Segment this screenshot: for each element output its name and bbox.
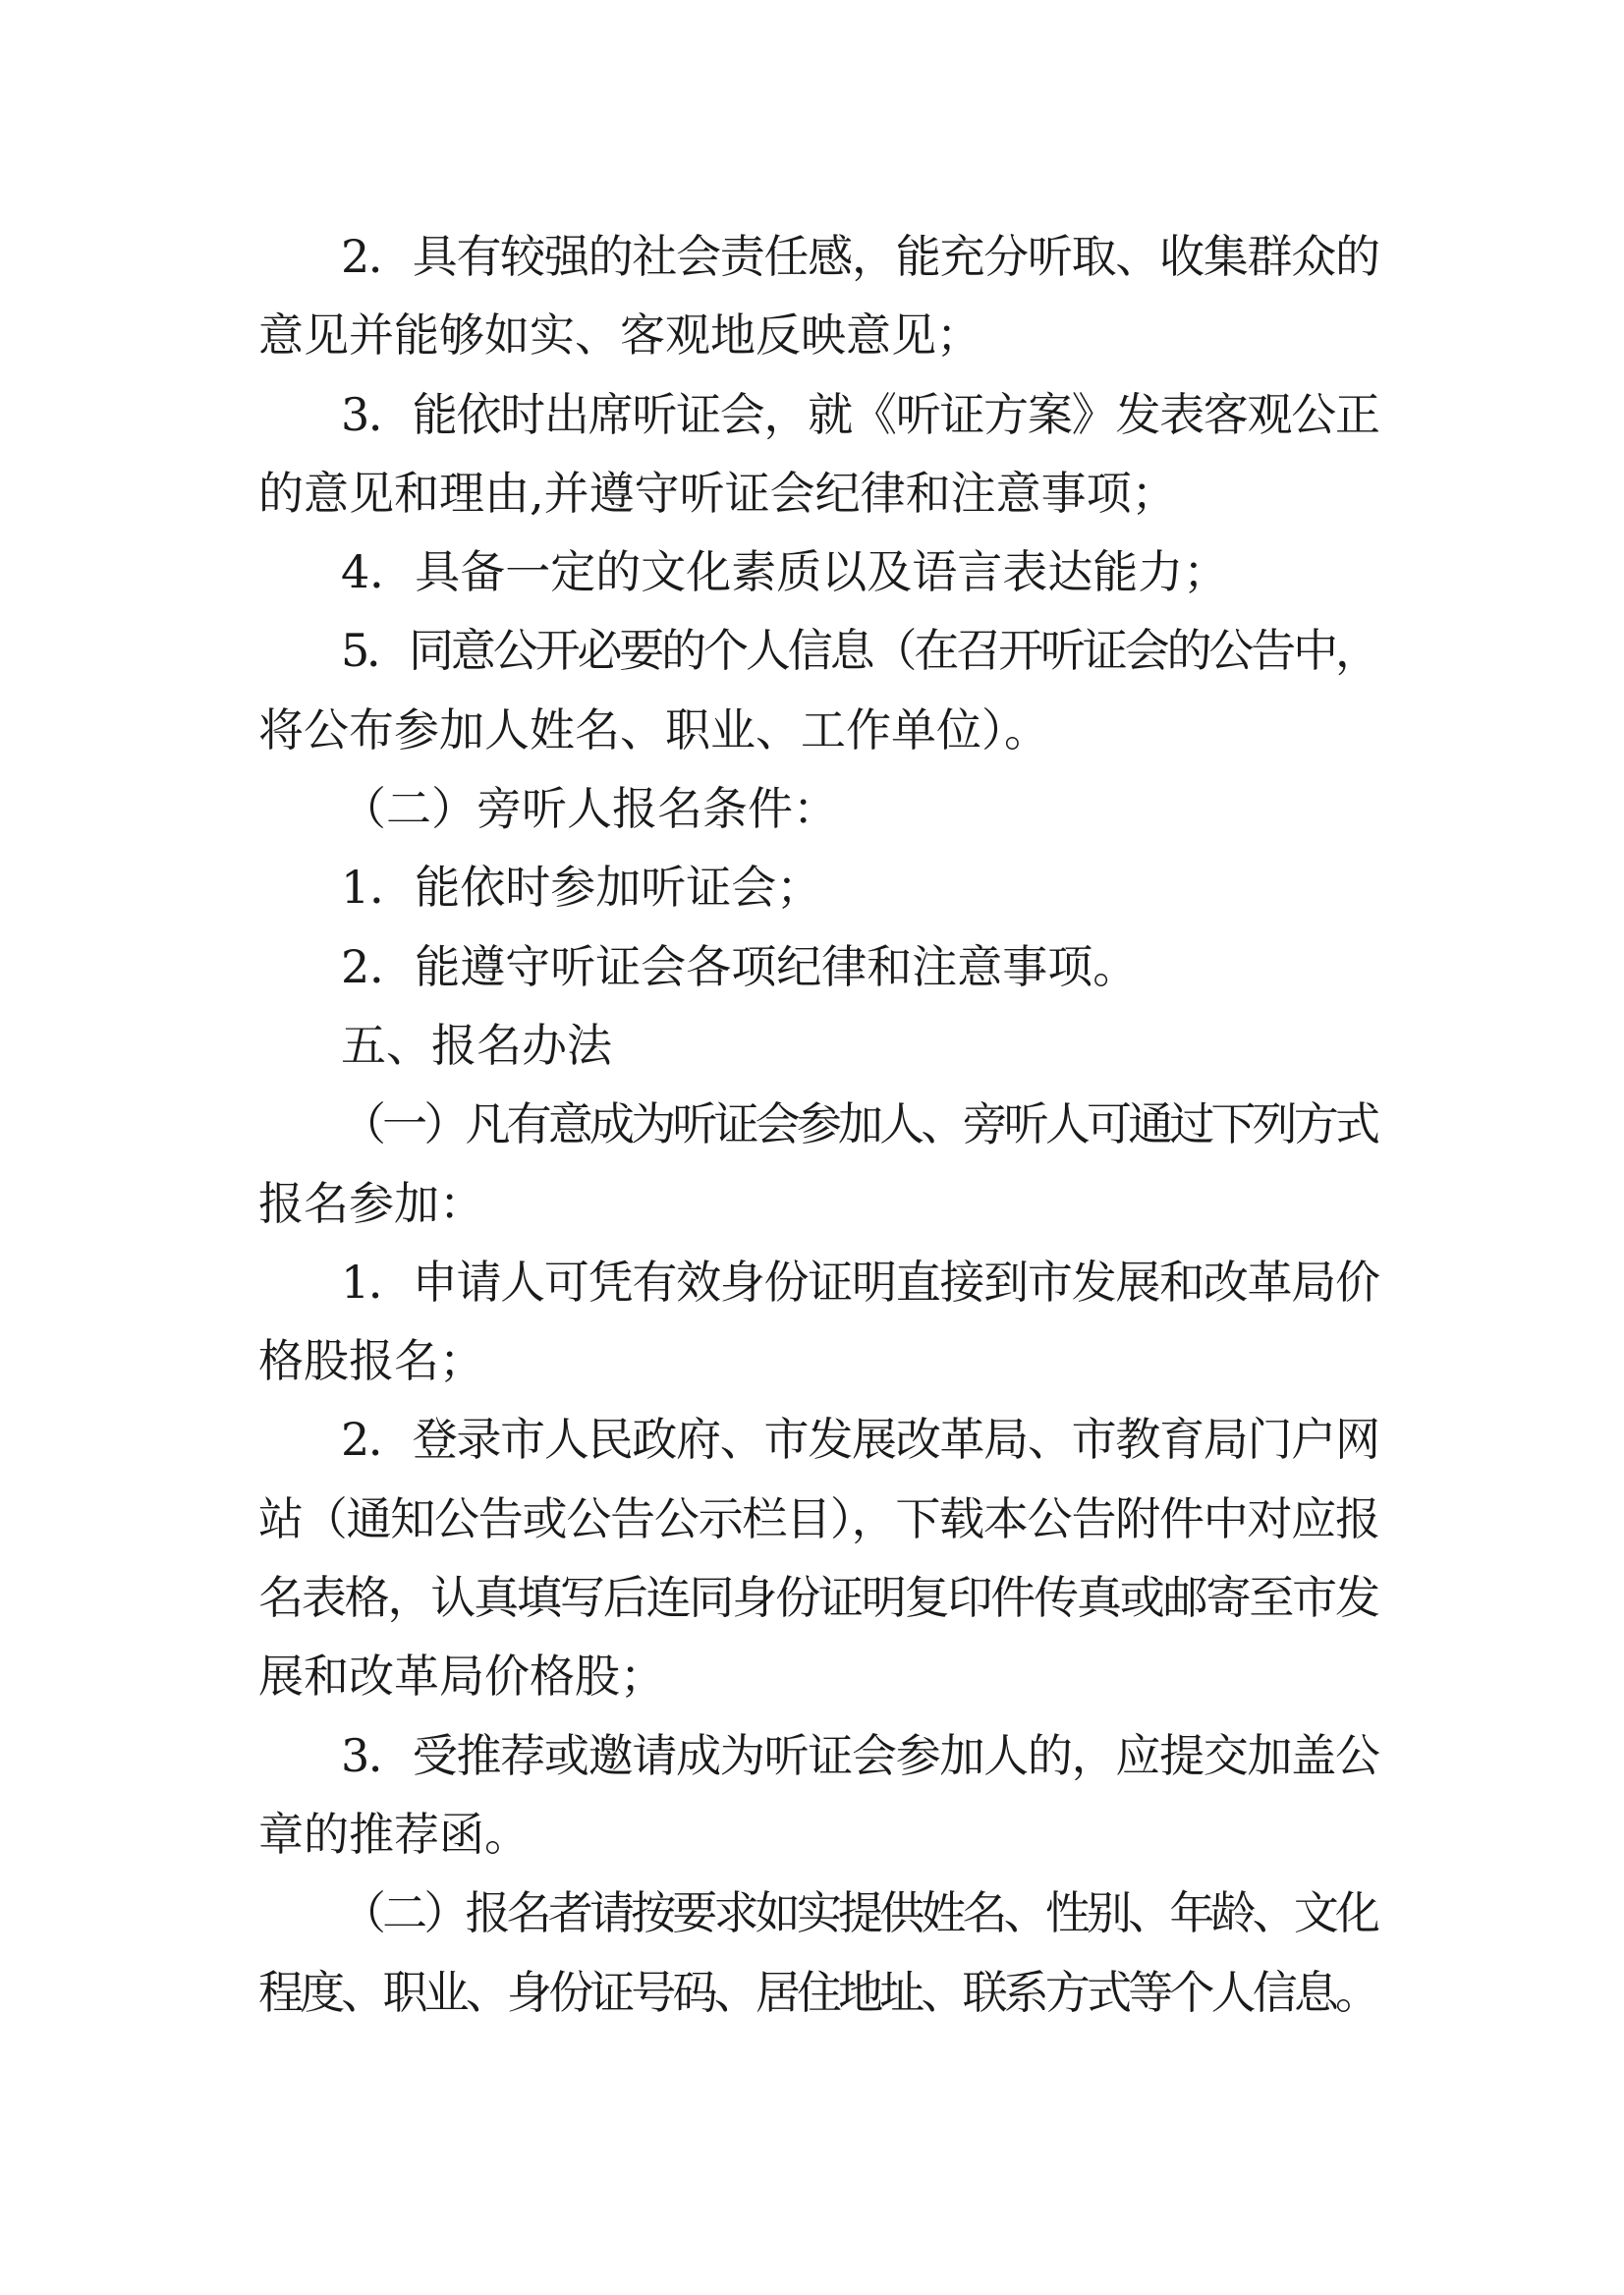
text-line-content: 五、报名办法 — [341, 1018, 612, 1072]
text-line-content: 2．登录市人民政府、市发展改革局、市教育局门户网 — [341, 1413, 1379, 1467]
text-line-content: 3．能依时出席听证会，就《听证方案》发表客观公正 — [341, 387, 1379, 441]
text-line-content: 章的推荐函。 — [258, 1807, 530, 1861]
text-line-content: 1．申请人可凭有效身份证明直接到市发展和改革局价 — [341, 1255, 1379, 1309]
text-line — [258, 611, 1380, 690]
text-line-content: 格股报名； — [258, 1334, 484, 1388]
text-line-content: 2．具有较强的社会责任感，能充分听取、收集群众的 — [341, 230, 1379, 283]
text-line — [258, 1480, 1380, 1558]
text-line-content: 站（通知公告或公告公示栏目），下载本公告附件中对应报 — [258, 1491, 1379, 1545]
text-line — [258, 217, 1380, 296]
text-line-content: 名表格，认真填写后连同身份证明复印件传真或邮寄至市发 — [258, 1571, 1378, 1625]
document-text-block — [258, 217, 1380, 2032]
text-line-content: 5．同意公开必要的个人信息（在召开听证会的公告中， — [341, 624, 1377, 678]
text-line — [258, 1321, 1380, 1400]
text-line-content: 程度、职业、身份证号码、居住地址、联系方式等个人信息。 — [258, 1965, 1377, 2019]
text-line — [258, 927, 1380, 1006]
text-line — [258, 1558, 1380, 1637]
text-line-content: 2．能遵守听证会各项纪律和注意事项。 — [341, 939, 1139, 993]
text-line — [258, 296, 1380, 374]
text-line-content: （二）报名者请按要求如实提供姓名、性别、年龄、文化 — [341, 1886, 1377, 1940]
text-line — [258, 1400, 1380, 1479]
text-line-content: 展和改革局价格股； — [258, 1650, 665, 1704]
text-line-content: 4．具备一定的文化素质以及语言表达能力； — [341, 545, 1229, 599]
text-line — [258, 454, 1380, 532]
text-line-content: 的意见和理由,并遵守听证会纪律和注意事项； — [258, 466, 1177, 520]
text-line — [258, 1006, 1380, 1085]
text-line — [258, 1243, 1380, 1321]
text-line — [258, 375, 1380, 454]
text-line — [258, 1795, 1380, 1874]
text-line-content: 1．能依时参加听证会； — [341, 861, 822, 915]
text-line — [258, 1874, 1380, 1952]
text-line — [258, 532, 1380, 611]
text-line — [258, 1164, 1380, 1243]
text-line — [258, 1716, 1380, 1795]
text-line — [258, 848, 1380, 926]
text-line-content: 报名参加： — [258, 1176, 484, 1230]
text-line-content: 3．受推荐或邀请成为听证会参加人的，应提交加盖公 — [341, 1728, 1379, 1782]
text-line — [258, 1085, 1380, 1163]
text-line-content: （二）旁听人报名条件： — [341, 782, 838, 836]
text-line-content: 意见并能够如实、客观地反映意见； — [258, 308, 981, 363]
text-line — [258, 1953, 1380, 2032]
text-line — [258, 769, 1380, 848]
text-line-content: （一）凡有意成为听证会参加人、旁听人可通过下列方式 — [341, 1097, 1377, 1151]
text-line — [258, 691, 1380, 769]
text-line-content: 将公布参加人姓名、职业、工作单位）。 — [258, 702, 1049, 756]
text-line — [258, 1637, 1380, 1715]
